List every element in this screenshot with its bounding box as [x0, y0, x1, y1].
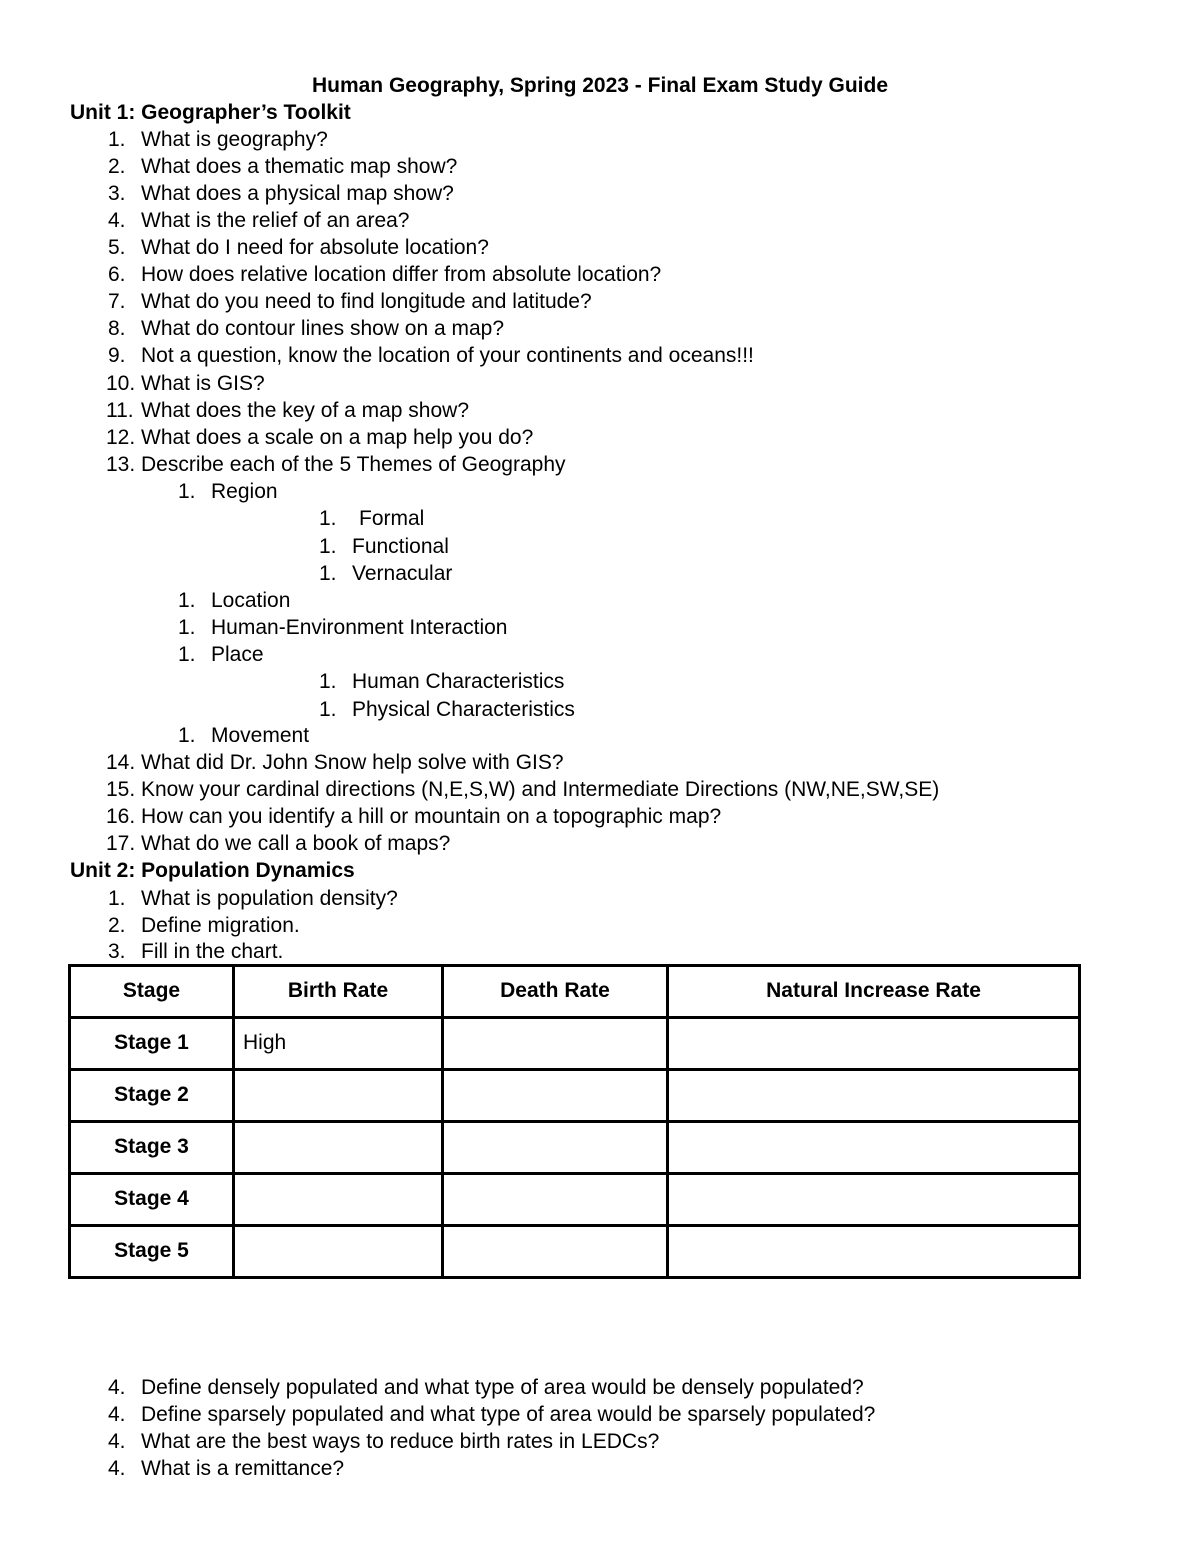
birth-rate-cell[interactable]	[234, 1122, 443, 1174]
table-row	[70, 1122, 1080, 1174]
list-number: 7.	[108, 290, 126, 313]
list-text: Vernacular	[352, 562, 453, 585]
list-number: 10.	[106, 372, 136, 395]
demographic-transition-table	[68, 964, 1081, 1279]
list-text: What do you need to find longitude and latitude?	[141, 290, 592, 313]
list-text: What did Dr. John Snow help solve with GIS?	[141, 751, 564, 774]
table-row	[70, 1018, 1080, 1070]
list-number: 1.	[108, 128, 126, 151]
list-text: What is GIS?	[141, 372, 265, 395]
death-rate-cell[interactable]	[443, 1122, 668, 1174]
list-text: What are the best ways to reduce birth rates in LEDCs?	[141, 1430, 660, 1453]
list-number: 12.	[106, 426, 136, 449]
list-number: 3.	[108, 940, 126, 963]
list-text: What do we call a book of maps?	[141, 832, 451, 855]
list-text: Physical Characteristics	[352, 698, 575, 721]
list-number: 5.	[108, 236, 126, 259]
natural-increase-cell[interactable]	[668, 1070, 1080, 1122]
list-text: Formal	[359, 507, 425, 530]
list-number: 2.	[108, 914, 126, 937]
table-header: Natural Increase Rate	[668, 966, 1080, 1018]
list-number: 1.	[319, 670, 337, 693]
list-text: Human-Environment Interaction	[211, 616, 508, 639]
list-number: 13.	[106, 453, 136, 476]
unit1-heading: Unit 1: Geographer’s Toolkit	[70, 101, 351, 124]
list-number: 4.	[108, 1403, 126, 1426]
list-text: Place	[211, 643, 264, 666]
list-text: Know your cardinal directions (N,E,S,W) and Intermediate Directions (NW,NE,SW,SE)	[141, 778, 940, 801]
table-row	[70, 1226, 1080, 1278]
list-text: Fill in the chart.	[141, 940, 284, 963]
list-number: 8.	[108, 317, 126, 340]
list-text: What does a scale on a map help you do?	[141, 426, 534, 449]
list-number: 4.	[108, 1430, 126, 1453]
table-header: Death Rate	[443, 966, 668, 1018]
list-number: 9.	[108, 344, 126, 367]
page-title: Human Geography, Spring 2023 - Final Exam Study Guide	[311, 74, 889, 97]
birth-rate-cell[interactable]	[234, 1174, 443, 1226]
stage-cell: Stage 4	[70, 1174, 234, 1226]
natural-increase-cell[interactable]	[668, 1122, 1080, 1174]
list-number: 16.	[106, 805, 136, 828]
death-rate-cell[interactable]	[443, 1018, 668, 1070]
list-number: 17.	[106, 832, 136, 855]
list-text: What does a thematic map show?	[141, 155, 458, 178]
birth-rate-cell[interactable]	[234, 1070, 443, 1122]
list-text: Functional	[352, 535, 449, 558]
unit2-heading: Unit 2: Population Dynamics	[70, 859, 355, 882]
list-text: Region	[211, 480, 278, 503]
list-number: 14.	[106, 751, 136, 774]
stage-cell: Stage 3	[70, 1122, 234, 1174]
table-row	[70, 1174, 1080, 1226]
list-number: 1.	[178, 643, 196, 666]
list-text: Describe each of the 5 Themes of Geography	[141, 453, 566, 476]
list-number: 1.	[178, 724, 196, 747]
list-text: What is geography?	[141, 128, 328, 151]
list-text: Define migration.	[141, 914, 300, 937]
stage-cell: Stage 5	[70, 1226, 234, 1278]
list-text: What do I need for absolute location?	[141, 236, 489, 259]
list-text: Movement	[211, 724, 310, 747]
list-text: What do contour lines show on a map?	[141, 317, 505, 340]
list-number: 2.	[108, 155, 126, 178]
list-number: 1.	[319, 507, 337, 530]
list-text: Human Characteristics	[352, 670, 565, 693]
table-header-row	[70, 966, 1080, 1018]
list-number: 1.	[319, 698, 337, 721]
list-text: What does the key of a map show?	[141, 399, 470, 422]
natural-increase-cell[interactable]	[668, 1226, 1080, 1278]
list-number: 4.	[108, 1376, 126, 1399]
stage-cell: Stage 1	[70, 1018, 234, 1070]
list-number: 1.	[178, 616, 196, 639]
list-text: How can you identify a hill or mountain on a topographic map?	[141, 805, 722, 828]
table-row	[70, 1070, 1080, 1122]
list-number: 3.	[108, 182, 126, 205]
list-text: What does a physical map show?	[141, 182, 454, 205]
list-number: 6.	[108, 263, 126, 286]
list-number: 1.	[319, 535, 337, 558]
birth-rate-cell[interactable]	[234, 1226, 443, 1278]
stage-cell: Stage 2	[70, 1070, 234, 1122]
list-number: 1.	[178, 589, 196, 612]
table-header: Birth Rate	[234, 966, 443, 1018]
list-text: Location	[211, 589, 291, 612]
list-number: 4.	[108, 209, 126, 232]
list-text: What is the relief of an area?	[141, 209, 410, 232]
list-text: Define densely populated and what type of area would be densely populated?	[141, 1376, 864, 1399]
death-rate-cell[interactable]	[443, 1226, 668, 1278]
natural-increase-cell[interactable]	[668, 1174, 1080, 1226]
death-rate-cell[interactable]	[443, 1174, 668, 1226]
list-number: 1.	[319, 562, 337, 585]
list-text: How does relative location differ from absolute location?	[141, 263, 662, 286]
list-number: 4.	[108, 1457, 126, 1480]
list-number: 15.	[106, 778, 136, 801]
table-header: Stage	[70, 966, 234, 1018]
list-number: 1.	[178, 480, 196, 503]
birth-rate-cell[interactable]: High	[234, 1018, 443, 1070]
death-rate-cell[interactable]	[443, 1070, 668, 1122]
list-text: Define sparsely populated and what type of area would be sparsely populated?	[141, 1403, 876, 1426]
list-text: Not a question, know the location of your continents and oceans!!!	[141, 344, 754, 367]
list-number: 1.	[108, 887, 126, 910]
natural-increase-cell[interactable]	[668, 1018, 1080, 1070]
list-number: 11.	[106, 399, 134, 422]
list-text: What is population density?	[141, 887, 398, 910]
list-text: What is a remittance?	[141, 1457, 345, 1480]
